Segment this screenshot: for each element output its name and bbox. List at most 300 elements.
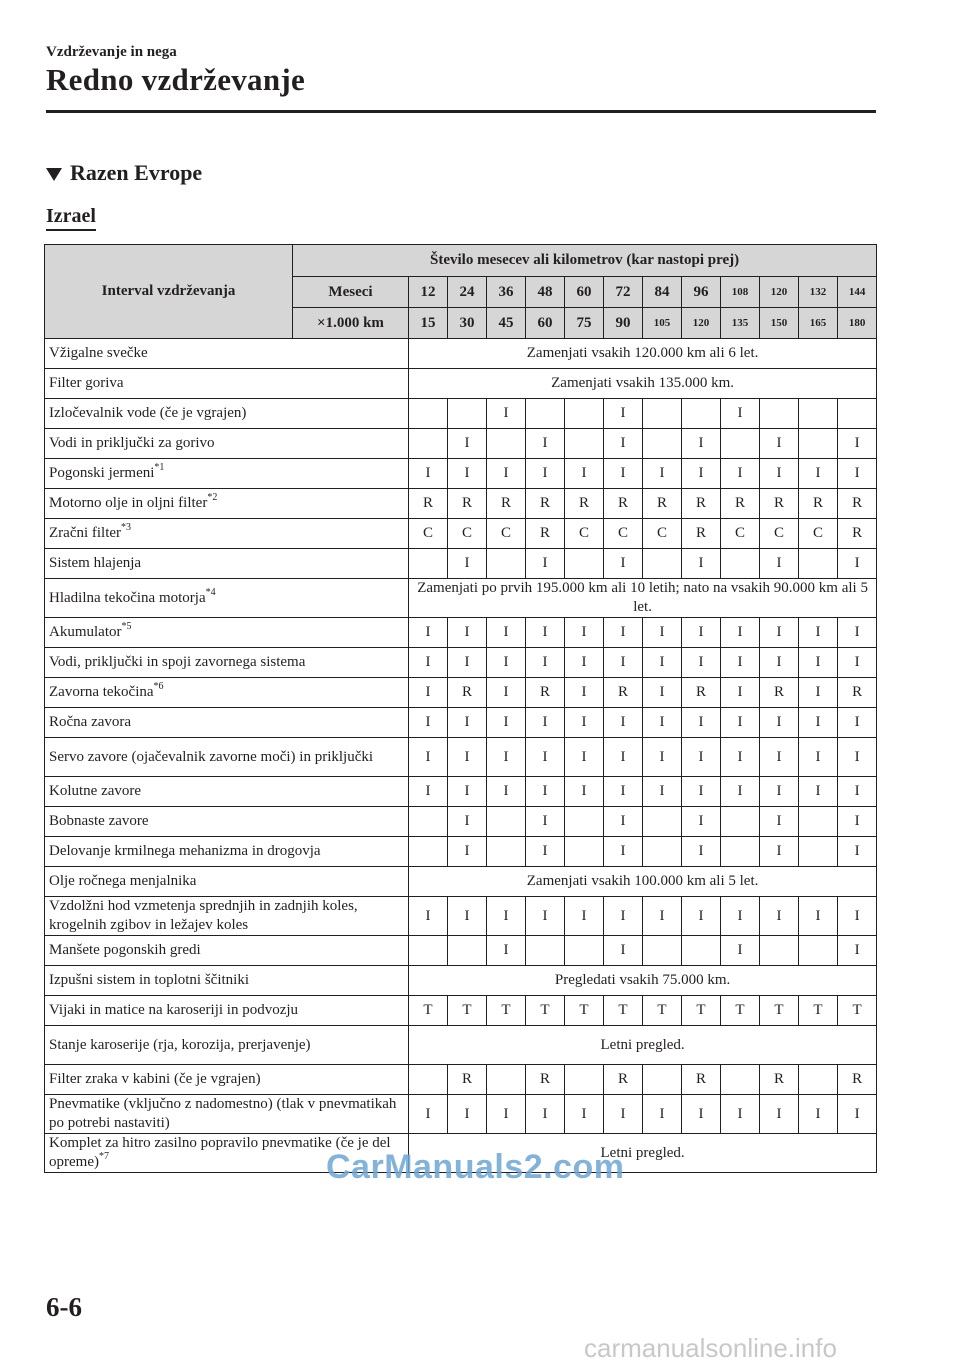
row-cell: I	[565, 678, 604, 708]
footnote-marker: *5	[121, 621, 132, 632]
table-row	[45, 708, 877, 738]
row-cell: I	[838, 897, 877, 936]
row-cell	[643, 549, 682, 579]
row-cell: T	[760, 996, 799, 1026]
row-cell: I	[409, 738, 448, 777]
row-item-label: Izločevalnik vode (če je vgrajen)	[49, 405, 247, 421]
table-row	[45, 777, 877, 807]
row-cell: I	[643, 897, 682, 936]
row-cell: I	[760, 459, 799, 489]
row-cell	[799, 549, 838, 579]
row-cell	[643, 837, 682, 867]
row-item-label: Akumulator	[49, 624, 122, 640]
row-cell: I	[838, 648, 877, 678]
row-cell: I	[487, 777, 526, 807]
row-cell: I	[799, 738, 838, 777]
row-cell: I	[448, 708, 487, 738]
row-cell: I	[565, 648, 604, 678]
month-96: 96	[682, 277, 721, 308]
row-cell: I	[526, 708, 565, 738]
row-note: Pregledati vsakih 75.000 km.	[409, 966, 877, 996]
row-cell: I	[682, 807, 721, 837]
row-cell: I	[721, 708, 760, 738]
table-row	[45, 1065, 877, 1095]
km-150: 150	[760, 308, 799, 339]
row-cell: I	[760, 897, 799, 936]
row-cell: I	[643, 738, 682, 777]
section-label: Vzdrževanje in nega	[46, 44, 177, 60]
row-cell	[643, 936, 682, 966]
footnote-marker: *4	[205, 586, 216, 598]
row-cell: I	[604, 549, 643, 579]
row-cell: I	[448, 777, 487, 807]
row-cell: I	[760, 1095, 799, 1134]
row-cell: I	[838, 1095, 877, 1134]
row-cell: I	[721, 777, 760, 807]
row-item	[45, 369, 409, 399]
month-72: 72	[604, 277, 643, 308]
row-cell: I	[448, 1095, 487, 1134]
row-cell	[448, 936, 487, 966]
month-24: 24	[448, 277, 487, 308]
title-rule	[46, 110, 876, 113]
row-cell: I	[799, 897, 838, 936]
table-row	[45, 489, 877, 519]
row-cell: R	[448, 1065, 487, 1095]
row-item-label: Manšete pogonskih gredi	[49, 942, 201, 958]
row-cell: I	[682, 837, 721, 867]
row-cell	[799, 399, 838, 429]
row-cell: T	[526, 996, 565, 1026]
row-item-label: Vzdolžni hod vzmetenja sprednjih in zadnjih koles, krogelnih zgibov in ležajev koles	[49, 898, 358, 933]
km-label: ×1.000 km	[293, 308, 409, 339]
row-item	[45, 897, 409, 936]
row-cell: I	[760, 777, 799, 807]
row-cell: I	[565, 618, 604, 648]
row-cell: R	[799, 489, 838, 519]
row-cell	[448, 399, 487, 429]
km-135: 135	[721, 308, 760, 339]
month-132: 132	[799, 277, 838, 308]
row-cell: I	[838, 738, 877, 777]
row-cell: R	[604, 678, 643, 708]
row-item	[45, 837, 409, 867]
row-item	[45, 1026, 409, 1065]
row-cell	[721, 1065, 760, 1095]
row-item	[45, 579, 409, 618]
row-cell: I	[487, 459, 526, 489]
row-cell: I	[448, 429, 487, 459]
row-item-label: Hladilna tekočina motorja	[49, 589, 206, 606]
row-item	[45, 489, 409, 519]
row-cell: I	[487, 708, 526, 738]
row-cell: I	[604, 807, 643, 837]
table-row	[45, 1026, 877, 1065]
row-cell: R	[682, 678, 721, 708]
row-cell: R	[643, 489, 682, 519]
row-cell: I	[487, 399, 526, 429]
row-cell: I	[838, 549, 877, 579]
row-cell: I	[448, 837, 487, 867]
footnote-marker: *6	[153, 681, 164, 692]
row-cell: I	[721, 399, 760, 429]
km-120: 120	[682, 308, 721, 339]
row-cell	[409, 1065, 448, 1095]
row-item	[45, 996, 409, 1026]
row-cell: C	[721, 519, 760, 549]
row-cell: I	[526, 459, 565, 489]
row-cell: I	[799, 618, 838, 648]
row-cell	[487, 1065, 526, 1095]
row-item-label: Motorno olje in oljni filter	[49, 495, 208, 511]
row-item-label: Pogonski jermeni	[49, 465, 155, 481]
row-item	[45, 807, 409, 837]
row-cell: I	[643, 618, 682, 648]
row-cell: I	[604, 648, 643, 678]
row-cell: I	[448, 459, 487, 489]
row-item	[45, 519, 409, 549]
month-48: 48	[526, 277, 565, 308]
row-cell: T	[604, 996, 643, 1026]
km-180: 180	[838, 308, 877, 339]
row-cell: I	[487, 648, 526, 678]
row-cell: I	[721, 936, 760, 966]
month-84: 84	[643, 277, 682, 308]
row-cell: I	[682, 459, 721, 489]
row-item-label: Vžigalne svečke	[49, 345, 148, 361]
row-cell: R	[448, 678, 487, 708]
row-cell: I	[682, 549, 721, 579]
row-item-label: Pnevmatike (vključno z nadomestno) (tlak v pnevmatikah po potrebi nastaviti)	[49, 1096, 397, 1131]
row-cell: I	[526, 618, 565, 648]
row-cell: R	[487, 489, 526, 519]
row-cell: T	[643, 996, 682, 1026]
row-item	[45, 777, 409, 807]
row-cell: I	[526, 429, 565, 459]
row-cell	[799, 429, 838, 459]
table-row	[45, 936, 877, 966]
row-cell: I	[409, 897, 448, 936]
row-cell	[565, 429, 604, 459]
table-row	[45, 1095, 877, 1134]
row-cell: R	[409, 489, 448, 519]
month-120: 120	[760, 277, 799, 308]
row-cell: T	[409, 996, 448, 1026]
row-cell	[721, 807, 760, 837]
row-cell: I	[682, 1095, 721, 1134]
table-row	[45, 549, 877, 579]
row-cell: I	[682, 897, 721, 936]
row-cell: I	[487, 738, 526, 777]
row-cell: I	[565, 708, 604, 738]
row-cell: I	[838, 777, 877, 807]
row-cell: I	[565, 738, 604, 777]
row-cell: T	[799, 996, 838, 1026]
row-cell: I	[409, 777, 448, 807]
row-cell: I	[721, 678, 760, 708]
row-cell	[799, 1065, 838, 1095]
row-cell: R	[682, 519, 721, 549]
row-cell: I	[565, 897, 604, 936]
row-cell: I	[838, 708, 877, 738]
row-cell	[565, 807, 604, 837]
row-cell: R	[526, 678, 565, 708]
row-cell: I	[604, 399, 643, 429]
row-cell: R	[526, 519, 565, 549]
row-cell: R	[838, 489, 877, 519]
row-cell: R	[721, 489, 760, 519]
km-15: 15	[409, 308, 448, 339]
row-cell: I	[526, 1095, 565, 1134]
month-108: 108	[721, 277, 760, 308]
row-item	[45, 429, 409, 459]
row-cell: I	[448, 738, 487, 777]
row-cell: T	[721, 996, 760, 1026]
row-cell: I	[565, 459, 604, 489]
row-note: Zamenjati po prvih 195.000 km ali 10 letih; nato na vsakih 90.000 km ali 5 let.	[409, 579, 877, 618]
row-cell: R	[760, 678, 799, 708]
row-item-label: Delovanje krmilnega mehanizma in drogovja	[49, 843, 321, 859]
row-cell: I	[643, 678, 682, 708]
row-item-label: Bobnaste zavore	[49, 813, 149, 829]
row-cell: I	[604, 936, 643, 966]
footnote-marker: *3	[121, 522, 132, 533]
row-item-label: Kolutne zavore	[49, 783, 142, 799]
row-cell	[565, 936, 604, 966]
row-item	[45, 339, 409, 369]
months-label: Meseci	[293, 277, 409, 308]
row-cell: I	[799, 678, 838, 708]
row-cell: R	[604, 1065, 643, 1095]
km-165: 165	[799, 308, 838, 339]
row-cell: I	[721, 618, 760, 648]
row-cell: I	[526, 738, 565, 777]
row-item-label: Servo zavore (ojačevalnik zavorne moči) in priključki	[49, 748, 374, 765]
row-cell	[409, 429, 448, 459]
row-cell: I	[604, 429, 643, 459]
row-cell: I	[799, 1095, 838, 1134]
row-note: Letni pregled.	[409, 1134, 877, 1173]
row-cell: I	[760, 738, 799, 777]
row-cell	[487, 429, 526, 459]
table-row	[45, 678, 877, 708]
row-cell: I	[643, 459, 682, 489]
row-cell: I	[838, 459, 877, 489]
row-cell: I	[760, 648, 799, 678]
row-cell: I	[721, 648, 760, 678]
table-row	[45, 618, 877, 648]
row-cell: I	[526, 897, 565, 936]
row-cell: I	[526, 837, 565, 867]
km-90: 90	[604, 308, 643, 339]
row-cell: I	[487, 936, 526, 966]
row-cell	[409, 837, 448, 867]
row-cell	[760, 399, 799, 429]
row-cell	[409, 807, 448, 837]
row-item	[45, 549, 409, 579]
row-cell: I	[409, 459, 448, 489]
subheading-text: Razen Evrope	[70, 160, 203, 185]
row-item-label: Vodi in priključki za gorivo	[49, 435, 215, 451]
row-cell: R	[565, 489, 604, 519]
row-cell	[799, 807, 838, 837]
row-cell: I	[838, 837, 877, 867]
table-row	[45, 519, 877, 549]
footer-watermark: carmanualsonline.info	[584, 1333, 837, 1363]
table-row	[45, 579, 877, 618]
footnote-marker: *1	[154, 462, 165, 473]
table-row	[45, 807, 877, 837]
region-heading: Izrael	[46, 205, 96, 231]
row-item	[45, 1065, 409, 1095]
row-cell	[526, 399, 565, 429]
km-60: 60	[526, 308, 565, 339]
row-cell: I	[487, 897, 526, 936]
row-item-label: Filter goriva	[49, 375, 124, 391]
row-item-label: Vodi, priključki in spoji zavornega sistema	[49, 654, 306, 670]
row-cell: I	[526, 807, 565, 837]
row-cell	[409, 399, 448, 429]
row-item	[45, 678, 409, 708]
row-cell: I	[448, 897, 487, 936]
table-row	[45, 339, 877, 369]
row-cell	[838, 399, 877, 429]
row-cell: R	[838, 678, 877, 708]
row-item	[45, 648, 409, 678]
row-item	[45, 708, 409, 738]
row-item	[45, 936, 409, 966]
row-cell: C	[643, 519, 682, 549]
row-cell: I	[682, 708, 721, 738]
row-cell: I	[604, 459, 643, 489]
row-cell: I	[409, 708, 448, 738]
row-cell: R	[760, 489, 799, 519]
watermark: CarManuals2.com	[326, 1148, 625, 1186]
table-row	[45, 429, 877, 459]
row-cell: I	[799, 708, 838, 738]
row-cell: C	[487, 519, 526, 549]
row-cell	[643, 399, 682, 429]
row-cell: C	[604, 519, 643, 549]
row-item-label: Stanje karoserije (rja, korozija, prerjavenje)	[49, 1036, 311, 1053]
row-cell: I	[721, 459, 760, 489]
row-cell: R	[838, 519, 877, 549]
row-cell: I	[760, 429, 799, 459]
header-interval: Interval vzdrževanja	[45, 245, 293, 339]
row-cell	[565, 837, 604, 867]
row-cell: I	[643, 708, 682, 738]
row-cell: I	[487, 618, 526, 648]
row-note: Letni pregled.	[409, 1026, 877, 1065]
row-cell: R	[682, 489, 721, 519]
table-row	[45, 369, 877, 399]
header-span: Število mesecev ali kilometrov (kar nastopi prej)	[293, 245, 877, 277]
km-30: 30	[448, 308, 487, 339]
row-item-label: Sistem hlajenja	[49, 555, 142, 571]
row-cell: I	[682, 648, 721, 678]
row-cell	[526, 936, 565, 966]
row-cell: C	[565, 519, 604, 549]
row-cell: I	[487, 678, 526, 708]
footnote-marker: *7	[98, 1151, 109, 1162]
table-row	[45, 867, 877, 897]
row-cell: I	[526, 777, 565, 807]
row-cell: I	[799, 459, 838, 489]
month-60: 60	[565, 277, 604, 308]
row-cell: R	[448, 489, 487, 519]
row-cell: I	[682, 777, 721, 807]
row-cell: R	[760, 1065, 799, 1095]
row-cell: I	[448, 549, 487, 579]
row-item-label: Olje ročnega menjalnika	[49, 873, 197, 889]
row-cell: I	[760, 807, 799, 837]
row-cell	[682, 399, 721, 429]
table-row	[45, 837, 877, 867]
km-105: 105	[643, 308, 682, 339]
row-cell: I	[448, 807, 487, 837]
row-cell: R	[526, 489, 565, 519]
row-cell: I	[604, 897, 643, 936]
row-note: Zamenjati vsakih 135.000 km.	[409, 369, 877, 399]
row-cell: I	[409, 618, 448, 648]
row-cell	[487, 549, 526, 579]
row-cell: T	[448, 996, 487, 1026]
row-item-label: Izpušni sistem in toplotni ščitniki	[49, 972, 249, 988]
row-cell	[760, 936, 799, 966]
row-cell: I	[838, 618, 877, 648]
row-cell: I	[721, 738, 760, 777]
row-cell: I	[799, 648, 838, 678]
row-cell: C	[448, 519, 487, 549]
row-cell: I	[565, 1095, 604, 1134]
table-row	[45, 996, 877, 1026]
row-note: Zamenjati vsakih 120.000 km ali 6 let.	[409, 339, 877, 369]
row-cell	[682, 936, 721, 966]
row-cell: I	[760, 618, 799, 648]
row-cell: I	[409, 678, 448, 708]
row-cell: I	[565, 777, 604, 807]
row-item-label: Vijaki in matice na karoseriji in podvozju	[49, 1002, 299, 1018]
row-cell: I	[760, 708, 799, 738]
table-row	[45, 648, 877, 678]
row-cell: I	[721, 897, 760, 936]
row-cell: C	[409, 519, 448, 549]
row-item-label: Zračni filter	[49, 525, 122, 541]
row-cell: I	[409, 1095, 448, 1134]
row-cell	[799, 936, 838, 966]
row-cell: I	[760, 549, 799, 579]
row-cell: I	[604, 738, 643, 777]
row-cell: R	[526, 1065, 565, 1095]
row-cell: I	[526, 648, 565, 678]
row-cell	[643, 1065, 682, 1095]
row-cell	[565, 399, 604, 429]
subheading	[46, 160, 202, 186]
row-cell: I	[604, 837, 643, 867]
row-cell: C	[760, 519, 799, 549]
row-cell: I	[604, 777, 643, 807]
row-item-label: Filter zraka v kabini (če je vgrajen)	[49, 1071, 261, 1087]
row-item	[45, 399, 409, 429]
table-row	[45, 399, 877, 429]
row-cell: I	[487, 1095, 526, 1134]
row-item-label: Zavorna tekočina	[49, 684, 154, 700]
row-cell: I	[721, 1095, 760, 1134]
row-cell: I	[838, 807, 877, 837]
row-cell: T	[487, 996, 526, 1026]
row-item	[45, 738, 409, 777]
row-item	[45, 966, 409, 996]
